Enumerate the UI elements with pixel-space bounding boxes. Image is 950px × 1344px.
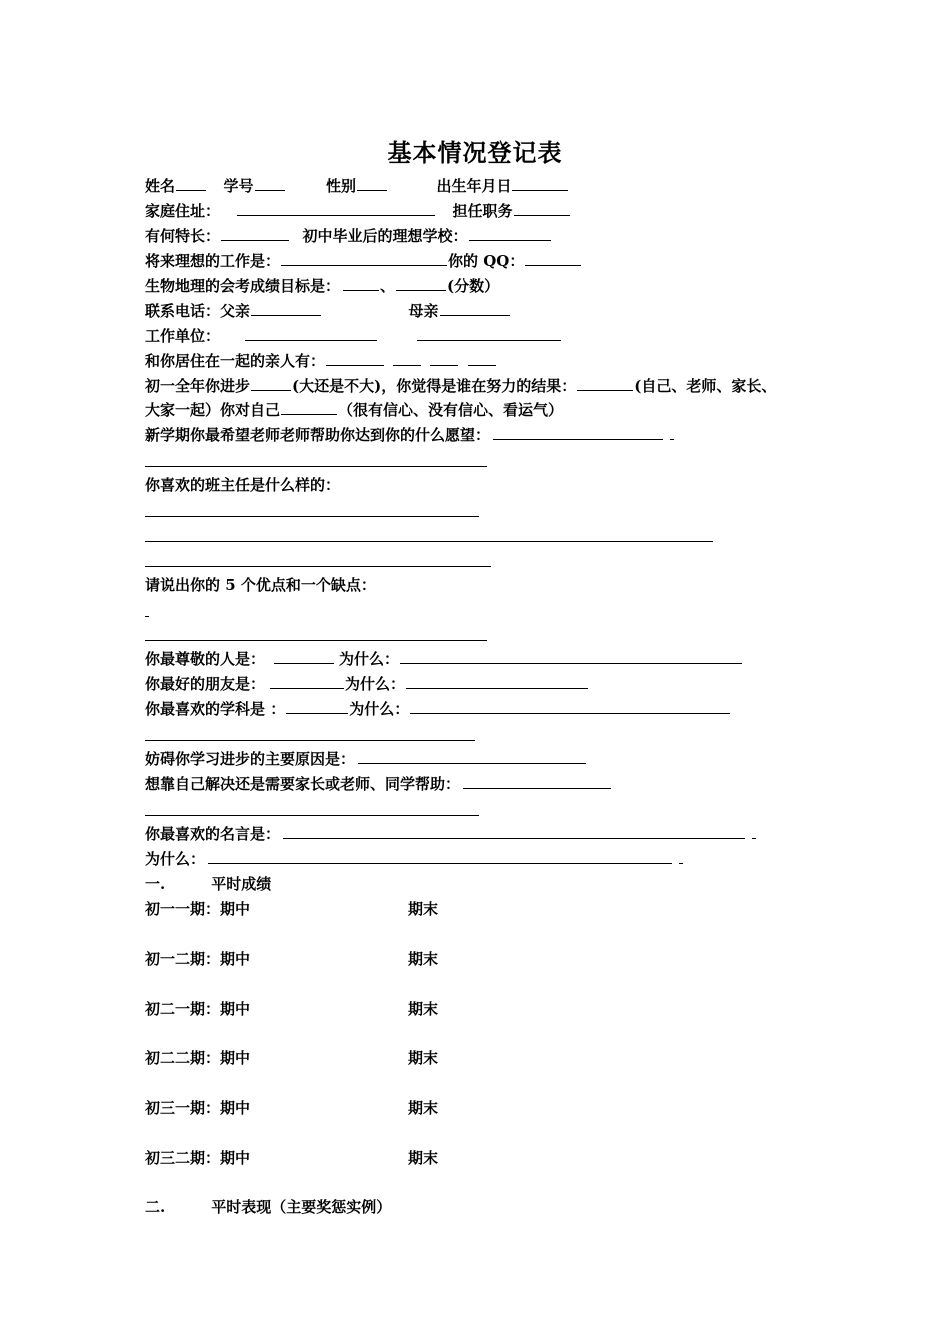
help-blank[interactable] [463, 774, 611, 789]
motto-why-blank[interactable] [208, 849, 672, 864]
progress-blank[interactable] [251, 376, 291, 391]
qq-blank[interactable] [525, 251, 581, 266]
grade-row [145, 948, 465, 970]
name-label: 姓名 [145, 177, 176, 195]
term-label: 初一二期： [145, 950, 221, 968]
midterm-label: 期中 [220, 950, 251, 968]
specialty-label: 有何特长： [145, 227, 221, 245]
page-title: 基本情况登记表 [387, 138, 563, 167]
help-line-2[interactable] [145, 815, 479, 816]
friend-blank[interactable] [270, 674, 344, 689]
section-1-heading [145, 873, 271, 895]
section-2-label: 平时表现（主要奖惩实例） [211, 1198, 392, 1216]
row-work-unit [145, 325, 562, 347]
midterm-label: 期中 [220, 900, 251, 918]
final-label: 期末 [408, 1099, 439, 1117]
motto-blank[interactable] [283, 824, 745, 839]
subject-label: 你最喜欢的学科是 ： [145, 700, 286, 718]
term-label: 初二二期： [145, 1049, 221, 1067]
row-specialty [145, 225, 552, 247]
help-label: 想靠自己解决还是需要家长或老师、同学帮助： [145, 775, 461, 793]
address-label: 家庭住址： [145, 202, 221, 220]
row-motto [145, 823, 756, 845]
row-basic-info [145, 175, 569, 197]
duty-label: 担任职务 [452, 202, 513, 220]
midterm-label: 期中 [220, 1049, 251, 1067]
ideal-job-blank[interactable] [281, 251, 447, 266]
teacher-line-1[interactable] [145, 516, 479, 517]
grade-row [145, 998, 465, 1020]
confidence-label: 大家一起）你对自己 [145, 401, 281, 419]
ideal-school-blank[interactable] [469, 226, 551, 241]
duty-blank[interactable] [514, 201, 570, 216]
gender-blank[interactable] [357, 176, 387, 191]
row-wish [145, 424, 674, 446]
relative-blank-2[interactable] [393, 351, 421, 366]
effort-blank[interactable] [577, 376, 633, 391]
ideal-school-label: 初中毕业后的理想学校： [302, 227, 468, 245]
term-label: 初三二期： [145, 1149, 221, 1167]
row-confidence [145, 399, 563, 421]
row-obstacle [145, 748, 587, 770]
final-label: 期末 [408, 1049, 439, 1067]
birth-label: 出生年月日 [436, 177, 512, 195]
obstacle-blank[interactable] [358, 749, 586, 764]
respect-why-label: 为什么： [339, 650, 400, 668]
respect-why-blank[interactable] [400, 649, 742, 664]
student-no-blank[interactable] [255, 176, 285, 191]
row-friend [145, 673, 589, 695]
term-label: 初三一期： [145, 1099, 221, 1117]
grade-row [145, 1047, 465, 1069]
relative-blank-3[interactable] [430, 351, 458, 366]
father-phone-blank[interactable] [251, 301, 321, 316]
midterm-label: 期中 [220, 1149, 251, 1167]
friend-label: 你最好的朋友是： [145, 675, 266, 693]
merits-label: 请说出你的 5 个优点和一个缺点： [145, 576, 376, 594]
friend-why-label: 为什么： [345, 675, 406, 693]
student-no-label: 学号 [223, 177, 254, 195]
progress-options: (自己、老师、家长、 [634, 377, 777, 395]
relatives-label: 和你居住在一起的亲人有： [145, 352, 326, 370]
confidence-blank[interactable] [281, 400, 337, 415]
final-label: 期末 [408, 950, 439, 968]
address-blank[interactable] [237, 201, 435, 216]
phone-father-label: 联系电话：父亲 [145, 302, 251, 320]
grade-row [145, 898, 465, 920]
name-blank[interactable] [176, 176, 206, 191]
row-motto-why [145, 848, 683, 870]
gender-label: 性别 [325, 177, 356, 195]
relative-blank-4[interactable] [468, 351, 496, 366]
section-2-number: 二. [145, 1198, 166, 1216]
father-work-blank[interactable] [245, 326, 377, 341]
work-unit-label: 工作单位： [145, 327, 221, 345]
row-ideal-job [145, 250, 582, 272]
term-label: 初二一期： [145, 1000, 221, 1018]
row-relatives [145, 350, 497, 372]
respect-label: 你最尊敬的人是： [145, 650, 266, 668]
row-respect [145, 648, 743, 670]
term-label: 初一一期： [145, 900, 221, 918]
exam-goal-label: 生物地理的会考成绩目标是： [145, 277, 341, 295]
teacher-line-2[interactable] [145, 541, 713, 542]
birth-blank[interactable] [512, 176, 568, 191]
row-exam-goal [145, 275, 499, 297]
mother-work-blank[interactable] [417, 326, 561, 341]
exam-goal-blank-1[interactable] [343, 276, 379, 291]
specialty-blank[interactable] [221, 226, 289, 241]
progress-question: (大还是不大)，你觉得是谁在努力的结果： [292, 377, 577, 395]
subject-why-label: 为什么： [349, 700, 410, 718]
final-label: 期末 [408, 1149, 439, 1167]
section-1-label: 平时成绩 [211, 875, 272, 893]
phone-mother-label: 母亲 [408, 302, 439, 320]
progress-label: 初一全年你进步 [145, 377, 251, 395]
midterm-label: 期中 [220, 1099, 251, 1117]
row-progress [145, 375, 776, 397]
obstacle-label: 妨碍你学习进步的主要原因是： [145, 750, 356, 768]
grade-row [145, 1147, 465, 1169]
relative-blank-1[interactable] [326, 351, 384, 366]
respect-blank[interactable] [274, 649, 334, 664]
row-address [145, 200, 571, 222]
section-1-number: 一. [145, 875, 166, 893]
teacher-line-3[interactable] [145, 566, 491, 567]
wish-line-2[interactable] [145, 466, 487, 467]
merits-tick [145, 616, 149, 617]
subject-blank[interactable] [286, 699, 348, 714]
grade-row [145, 1097, 465, 1119]
qq-label: 你的 QQ： [448, 252, 525, 270]
wish-blank[interactable] [493, 425, 663, 440]
final-label: 期末 [408, 1000, 439, 1018]
exam-goal-blank-2[interactable] [396, 276, 446, 291]
motto-why-label: 为什么： [145, 850, 206, 868]
wish-label: 新学期你最希望老师老师帮助你达到你的什么愿望： [145, 426, 491, 444]
confidence-options: （很有信心、没有信心、看运气） [338, 401, 564, 419]
exam-unit: (分数） [447, 277, 500, 295]
mother-phone-blank[interactable] [440, 301, 510, 316]
exam-separator: 、 [380, 277, 396, 295]
merits-line[interactable] [145, 640, 487, 641]
friend-why-blank[interactable] [406, 674, 588, 689]
motto-label: 你最喜欢的名言是： [145, 825, 281, 843]
row-subject [145, 698, 731, 720]
row-phone [145, 300, 511, 322]
subject-line-2[interactable] [145, 740, 475, 741]
final-label: 期末 [408, 900, 439, 918]
section-2-heading [145, 1196, 391, 1218]
midterm-label: 期中 [220, 1000, 251, 1018]
row-help [145, 773, 612, 795]
subject-why-blank[interactable] [410, 699, 730, 714]
ideal-job-label: 将来理想的工作是： [145, 252, 281, 270]
teacher-label: 你喜欢的班主任是什么样的： [145, 476, 341, 494]
